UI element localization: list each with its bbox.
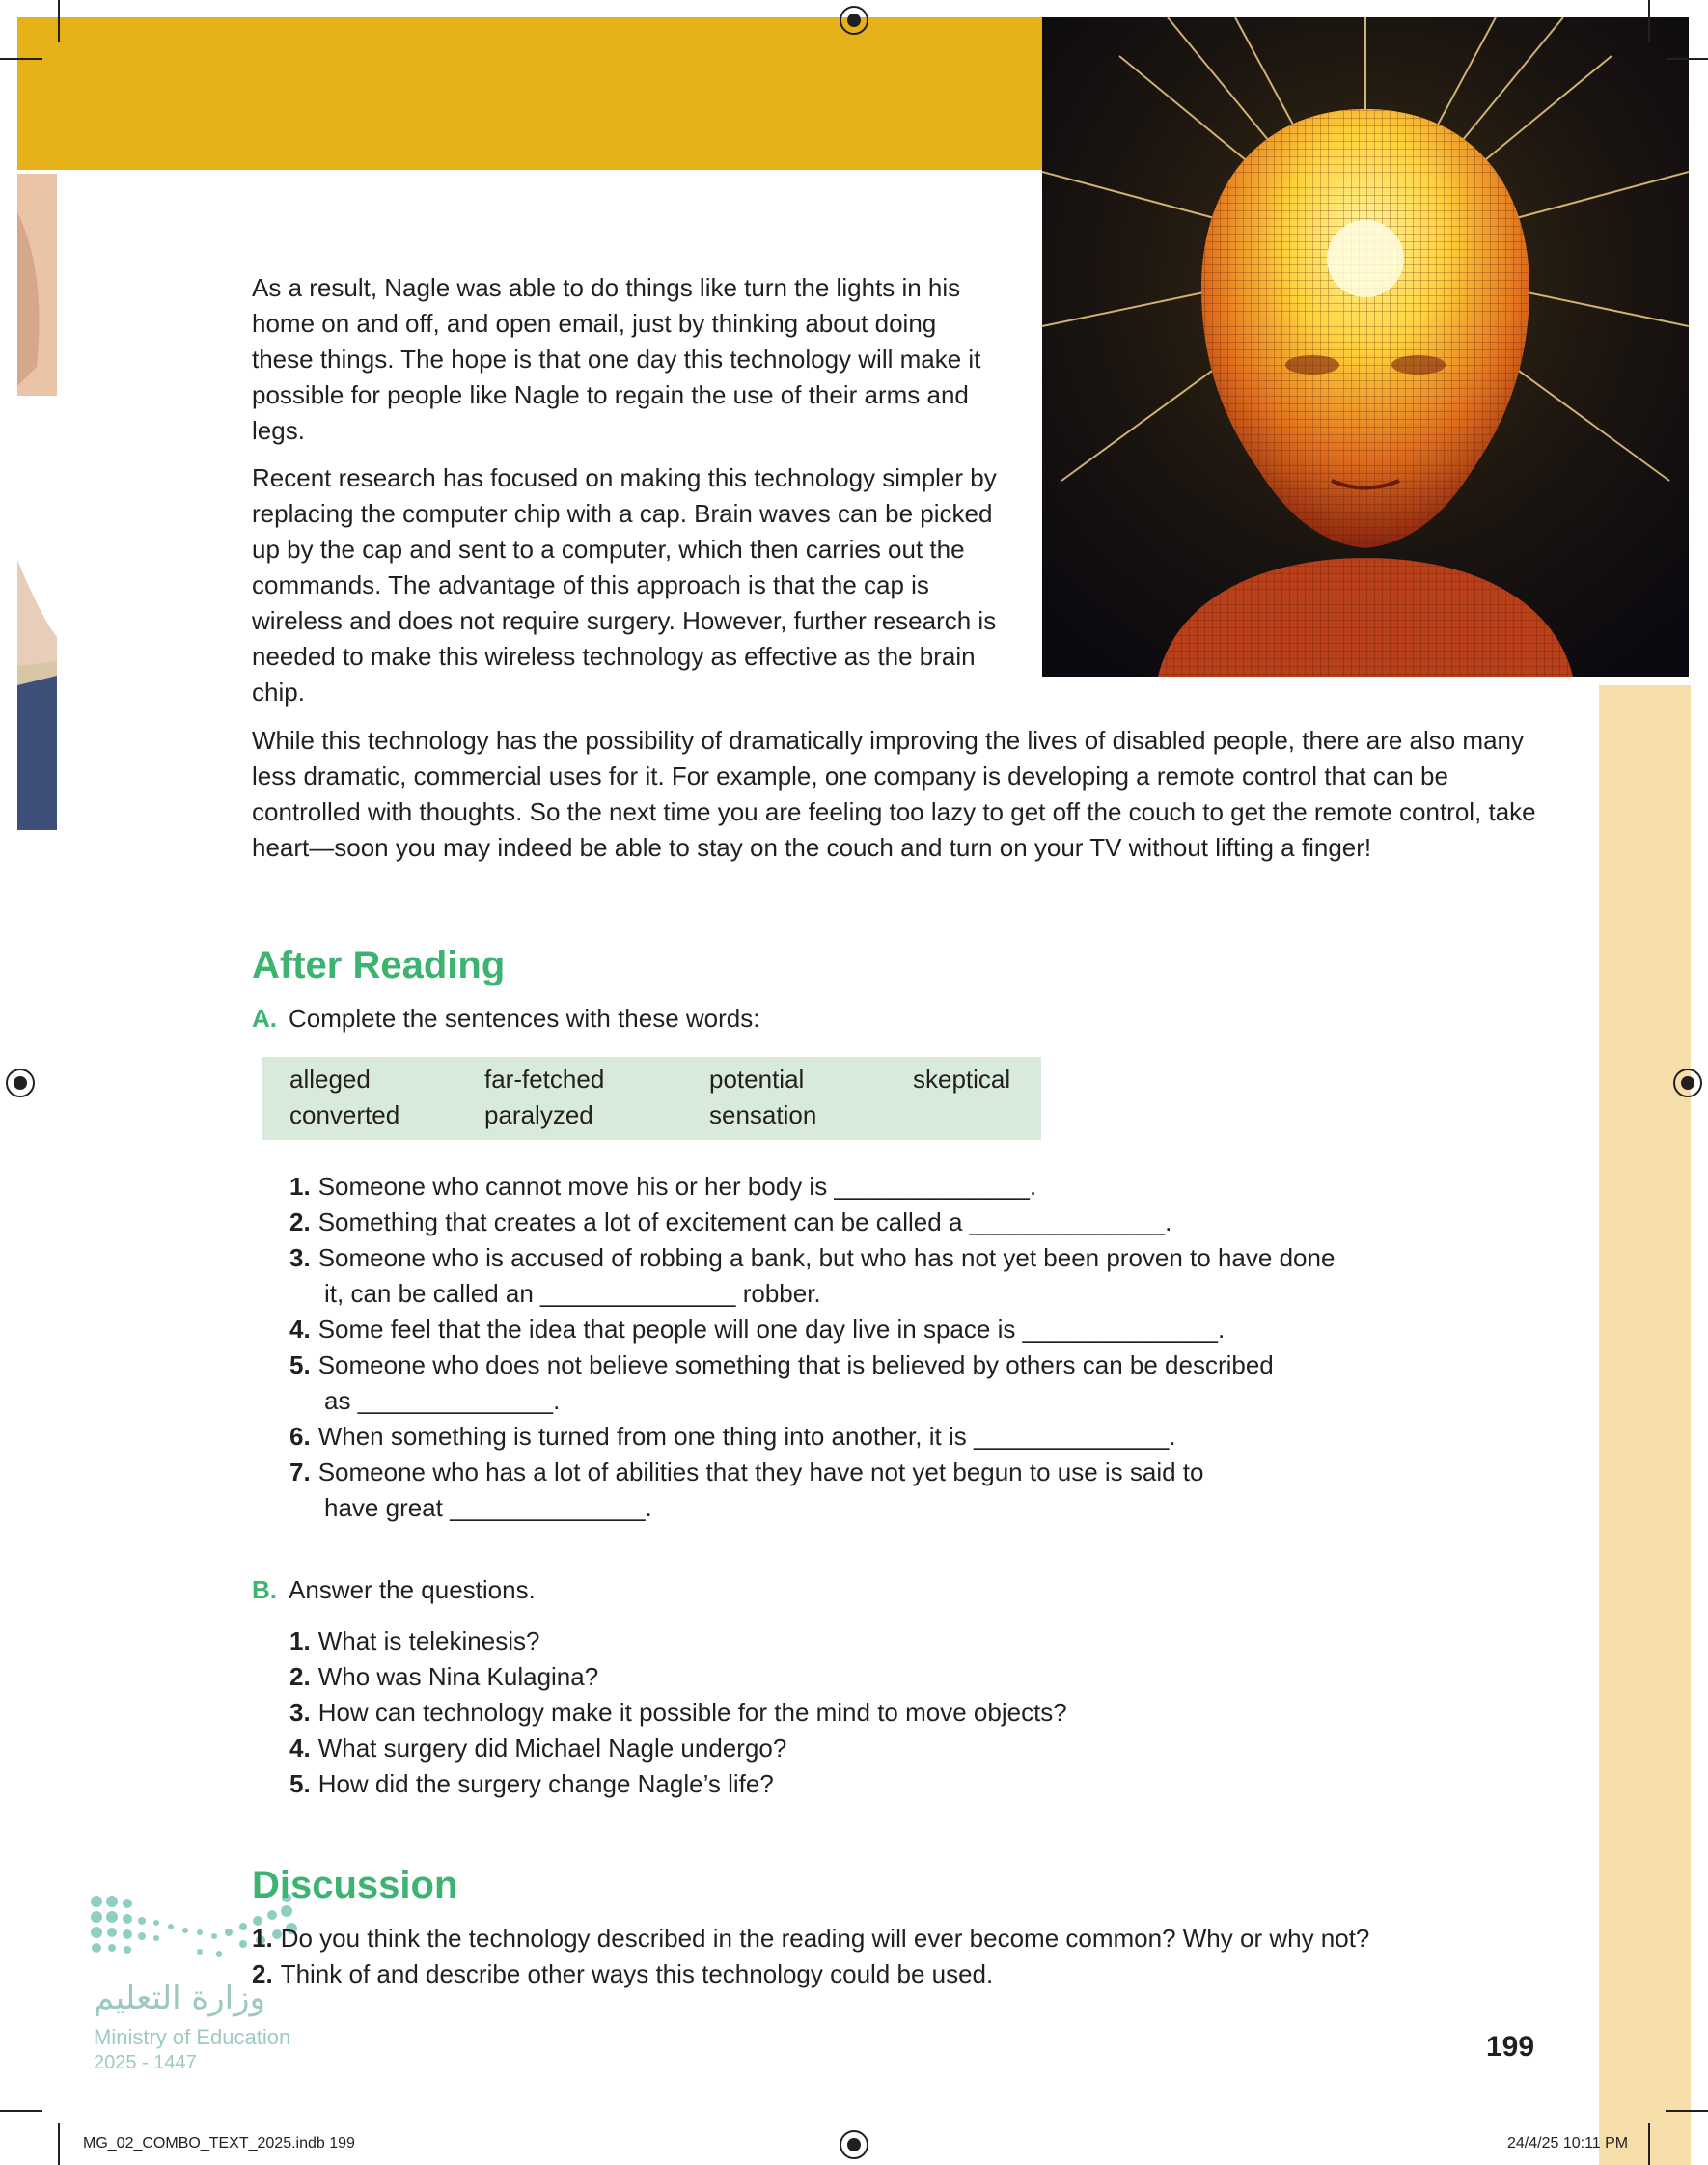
logo-arabic-text: وزارة التعليم — [94, 1979, 265, 2017]
item-number: 7. — [289, 1457, 311, 1486]
list-item — [289, 1169, 1036, 1205]
paragraph-commercial-uses — [252, 723, 1545, 866]
word-bank-item: sensation — [709, 1100, 817, 1129]
item-number: 1. — [252, 1924, 273, 1953]
item-number: 3. — [289, 1243, 311, 1272]
crop-mark — [0, 2110, 42, 2112]
item-text: What surgery did Michael Nagle undergo? — [317, 1734, 787, 1763]
list-item-continuation: as ______________. — [324, 1386, 561, 1415]
crop-mark — [58, 0, 60, 42]
word-bank-item: potential — [709, 1065, 805, 1094]
header-color-band — [17, 17, 1042, 170]
registration-mark-icon — [1673, 1069, 1702, 1097]
after-reading-heading: After Reading — [252, 944, 506, 986]
word-bank-item: alleged — [289, 1065, 371, 1094]
glowing-wireframe-head-image — [1042, 17, 1689, 677]
list-item — [289, 1659, 598, 1695]
item-text: Someone who has a lot of abilities that they have not yet begun to use is said to — [317, 1457, 1204, 1486]
crop-mark — [1666, 2110, 1708, 2112]
list-item — [289, 1624, 539, 1659]
item-text: How did the surgery change Nagle’s life? — [317, 1769, 774, 1798]
item-text: Do you think the technology described in the reading will ever become common? Why or why not? — [280, 1924, 1370, 1953]
item-number: 1. — [289, 1626, 311, 1655]
item-number: 4. — [289, 1734, 311, 1763]
registration-mark-icon — [840, 2130, 868, 2159]
item-number: 3. — [289, 1698, 311, 1727]
list-item — [289, 1240, 1335, 1276]
paragraph-text: While this technology has the possibility of dramatically improving the lives of disabled people, there are also many less dramatic, commercial uses for it. For example, one company is developing a remote control that can be controlled with thoughts. So the next time you are feeling too lazy to get off the couch to get the remote control, take heart—soon you may indeed be able to stay on the couch and turn on your TV without lifting a finger! — [252, 726, 1536, 862]
crop-mark — [1666, 58, 1708, 60]
word-bank-item: converted — [289, 1100, 400, 1129]
word-bank-item: far-fetched — [484, 1065, 605, 1094]
item-text: Think of and describe other ways this technology could be used. — [280, 1959, 994, 1988]
item-number: 5. — [289, 1350, 311, 1379]
paragraph-text: As a result, Nagle was able to do things like turn the lights in his home on and off, and open email, just by thinking about doing these things. The hope is that one day this technology will make it possible for people like Nagle to regain the use of their arms and legs. — [252, 273, 981, 445]
item-number: 2. — [289, 1662, 311, 1691]
item-number: 2. — [252, 1959, 273, 1988]
item-text: Who was Nina Kulagina? — [317, 1662, 599, 1691]
crop-mark — [58, 2123, 60, 2165]
footer-file-info: MG_02_COMBO_TEXT_2025.indb 199 — [83, 2135, 355, 2151]
list-item — [289, 1347, 1274, 1383]
list-item-continuation: it, can be called an ______________ robber. — [324, 1279, 821, 1308]
page-number: 199 — [1486, 2031, 1535, 2063]
logo-english-text: Ministry of Education — [94, 2025, 291, 2049]
paragraph-text: Recent research has focused on making this technology simpler by replacing the computer chip with a cap. Brain waves can be picked up by the cap and sent to a computer, which then carries out the commands. The advantage of this approach is that the cap is wireless and does not require surgery. However, further research is needed to make this wireless technology as effective as the brain chip. — [252, 463, 997, 707]
word-bank-item: paralyzed — [484, 1100, 593, 1129]
item-text: How can technology make it possible for the mind to move objects? — [317, 1698, 1067, 1727]
list-item-continuation: have great ______________. — [324, 1493, 652, 1522]
item-text: Someone who cannot move his or her body is ______________. — [317, 1172, 1037, 1201]
crop-mark — [1648, 0, 1650, 42]
registration-mark-icon — [840, 6, 868, 35]
list-item — [289, 1419, 1176, 1455]
list-item — [289, 1695, 1067, 1731]
item-text: Some feel that the idea that people will one day live in space is ______________. — [317, 1315, 1226, 1344]
word-bank — [262, 1057, 1041, 1140]
item-text: What is telekinesis? — [317, 1626, 540, 1655]
item-number: 6. — [289, 1422, 311, 1451]
item-text: Something that creates a lot of excitement can be called a ______________. — [317, 1207, 1172, 1236]
list-item — [252, 1957, 993, 1992]
item-text: Someone who does not believe something that is believed by others can be described — [317, 1350, 1274, 1379]
section-a-instruction — [252, 1004, 759, 1034]
word-bank-item: skeptical — [913, 1065, 1011, 1094]
section-b-instruction — [252, 1575, 536, 1605]
crop-mark — [0, 58, 42, 60]
registration-mark-icon — [6, 1069, 35, 1097]
section-a-text: Complete the sentences with these words: — [289, 1004, 760, 1033]
crop-mark — [1648, 2123, 1650, 2165]
side-color-strip — [1599, 685, 1691, 2165]
list-item — [289, 1455, 1204, 1490]
list-item — [289, 1766, 774, 1802]
paragraph-nagle-result — [252, 270, 1000, 449]
section-b-letter: B. — [252, 1575, 277, 1604]
section-b-text: Answer the questions. — [289, 1575, 536, 1604]
list-item — [289, 1205, 1171, 1240]
logo-year-text: 2025 - 1447 — [94, 2052, 197, 2073]
list-item — [289, 1312, 1225, 1347]
discussion-heading: Discussion — [252, 1864, 458, 1906]
list-item — [289, 1731, 786, 1766]
item-number: 2. — [289, 1207, 311, 1236]
item-text: When something is turned from one thing into another, it is ______________. — [317, 1422, 1176, 1451]
cropped-person-photo — [17, 174, 57, 830]
section-a-letter: A. — [252, 1004, 277, 1033]
footer-date-info: 24/4/25 10:11 PM — [1507, 2135, 1629, 2151]
item-number: 5. — [289, 1769, 311, 1798]
list-item — [252, 1921, 1369, 1957]
item-number: 4. — [289, 1315, 311, 1344]
item-number: 1. — [289, 1172, 311, 1201]
paragraph-recent-research — [252, 460, 1000, 710]
item-text: Someone who is accused of robbing a bank, but who has not yet been proven to have done — [317, 1243, 1336, 1272]
